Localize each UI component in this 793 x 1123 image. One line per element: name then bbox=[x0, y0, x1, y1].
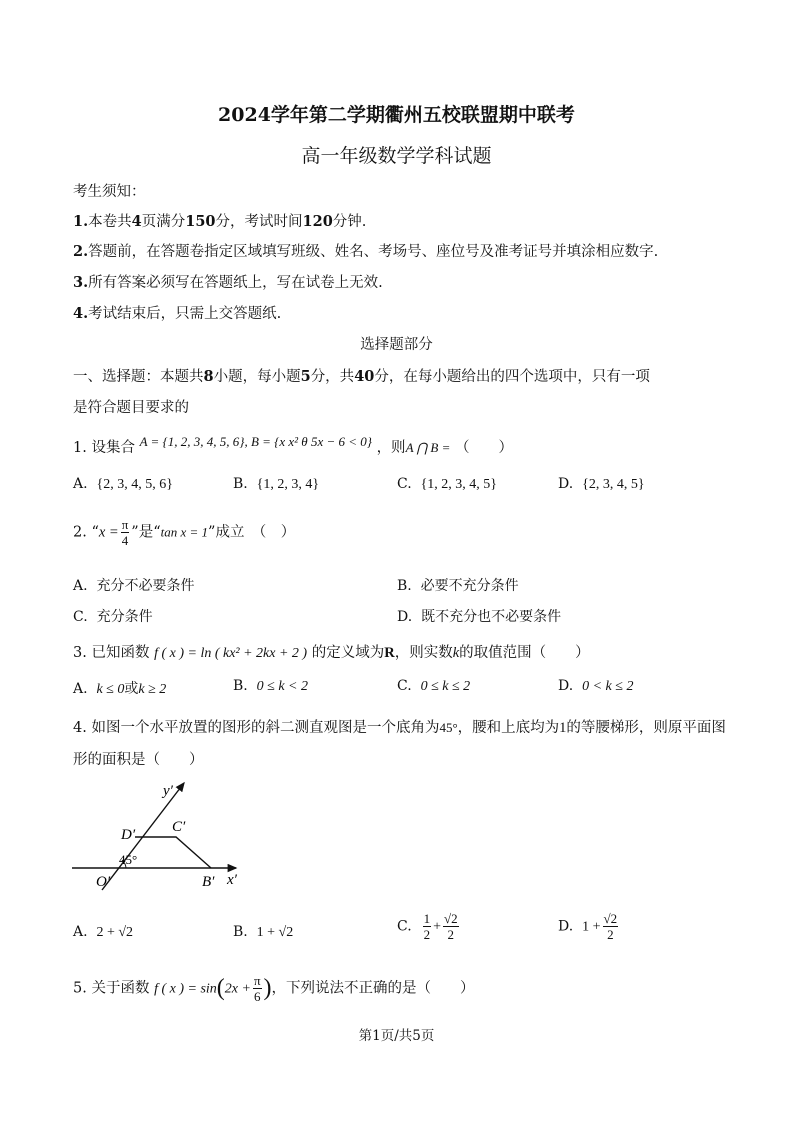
question-2: 2. “x = $\frac{\pi}{4}$ ”是“tan x = 1”成立 （ ） bbox=[73, 517, 296, 548]
q4-option-a[interactable]: A. 2 + √2 bbox=[73, 924, 134, 940]
trapezoid-edges bbox=[135, 837, 211, 868]
section-instructions: 一、选择题：本题共8小题，每小题5分，共40分，在每小题给出的四个选项中，只有一项 bbox=[73, 368, 650, 385]
question-1: 1. 设集合 A = {1, 2, 3, 4, 5, 6}, B = {x x² θ 5x − 6 < 0} ，则A ⋂ B = （ ） bbox=[73, 434, 514, 456]
section-instructions-line2: 是符合题目要求的 bbox=[73, 400, 189, 416]
notice-item-4: 4.考试结束后，只需上交答题纸. bbox=[73, 305, 282, 322]
question-5: 5. 关于函数 f ( x ) = sin(2x + $\frac{\pi}{6}$ )，下列说法不正确的是（ ） bbox=[73, 973, 475, 1004]
label-angle: 45° bbox=[119, 852, 138, 867]
q1-option-d[interactable]: D. {2, 3, 4, 5} bbox=[558, 476, 645, 492]
q3-option-b[interactable]: B. 0 ≤ k < 2 bbox=[233, 678, 309, 694]
page-number: 第1页/共5页 bbox=[358, 1028, 435, 1044]
exam-subtitle: 高一年级数学学科试题 bbox=[301, 145, 492, 167]
exam-title: 2024学年第二学期衢州五校联盟期中联考 bbox=[218, 104, 575, 126]
q3-option-a[interactable]: A. k ≤ 0或k ≥ 2 bbox=[73, 681, 167, 697]
question-4-line2: 形的面积是（ ） bbox=[73, 752, 204, 768]
notice-item-2: 2.答题前，在答题卷指定区域填写班级、姓名、考场号、座位号及准考证号并填涂相应数字. bbox=[73, 243, 659, 260]
q2-option-c[interactable]: C. 充分条件 bbox=[73, 609, 153, 625]
q1-option-c[interactable]: C. {1, 2, 3, 4, 5} bbox=[397, 476, 498, 492]
q4-option-c[interactable]: C. $\frac{1}{2}$ + $\frac{√2}{2}$ bbox=[397, 911, 458, 942]
label-c: C′ bbox=[172, 819, 186, 835]
q3-option-d[interactable]: D. 0 < k ≤ 2 bbox=[558, 678, 634, 694]
q2-option-b[interactable]: B. 必要不充分条件 bbox=[397, 578, 519, 594]
q2-option-d[interactable]: D. 既不充分也不必要条件 bbox=[397, 609, 562, 625]
q2-option-a[interactable]: A. 充分不必要条件 bbox=[73, 578, 195, 594]
question-4: 4. 如图一个水平放置的图形的斜二测直观图是一个底角为45°，腰和上底均为1的等腰梯形，则原平面图 bbox=[73, 720, 726, 736]
trapezoid-figure bbox=[70, 778, 250, 893]
label-b: B′ bbox=[202, 874, 215, 890]
label-x: x′ bbox=[227, 872, 237, 888]
q4-option-d[interactable]: D. 1 + $\frac{√2}{2}$ bbox=[558, 911, 618, 942]
q4-option-b[interactable]: B. 1 + √2 bbox=[233, 924, 294, 940]
notice-item-3: 3.所有答案必须写在答题纸上，写在试卷上无效. bbox=[73, 274, 383, 291]
section-title: 选择题部分 bbox=[360, 337, 433, 353]
label-d: D′ bbox=[121, 827, 136, 843]
q1-option-a[interactable]: A. {2, 3, 4, 5, 6} bbox=[73, 476, 173, 492]
notice-heading: 考生须知： bbox=[73, 184, 146, 200]
q3-option-c[interactable]: C. 0 ≤ k ≤ 2 bbox=[397, 678, 471, 694]
label-y: y′ bbox=[163, 783, 173, 799]
notice-item-1: 1.本卷共4页满分150分，考试时间120分钟. bbox=[73, 213, 367, 230]
question-3: 3. 已知函数 f ( x ) = ln ( kx² + 2kx + 2 ) 的定义域为R，则实数k的取值范围（ ） bbox=[73, 645, 590, 661]
q1-option-b[interactable]: B. {1, 2, 3, 4} bbox=[233, 476, 320, 492]
label-o: O′ bbox=[96, 874, 111, 890]
